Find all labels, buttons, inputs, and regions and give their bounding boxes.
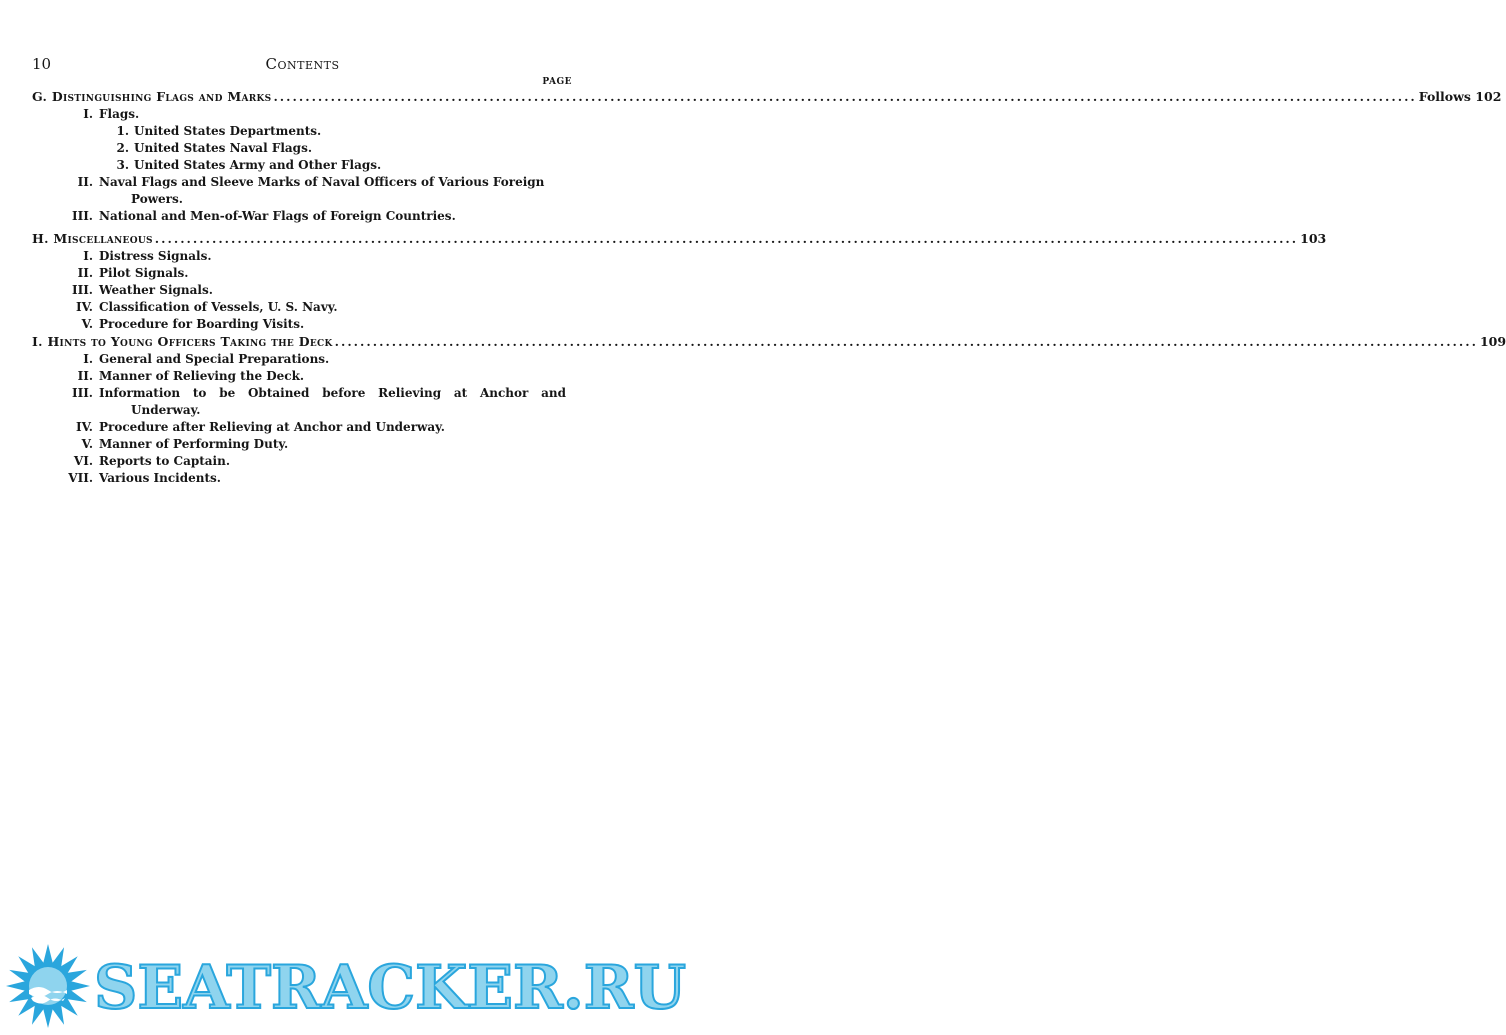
toc-entry: [32, 453, 566, 470]
entry-number: III.: [71, 209, 93, 223]
entry-text: Reports to Captain.: [99, 454, 231, 468]
toc-subentry: [32, 123, 572, 140]
entry-number: II.: [77, 266, 93, 280]
entry-number: II.: [77, 369, 93, 383]
dot-leader: [273, 89, 1416, 104]
entry-number: III.: [71, 386, 93, 400]
entry-text: Procedure after Relieving at Anchor and Underway.: [99, 420, 445, 434]
toc-section-h: [32, 231, 1327, 333]
entry-text: Weather Signals.: [99, 283, 213, 297]
entry-text: Various Incidents.: [99, 471, 221, 485]
entry-number: V.: [81, 437, 93, 451]
section-page: 109: [1479, 334, 1506, 349]
entry-text: Manner of Relieving the Deck.: [99, 369, 305, 383]
dot-leader: [155, 231, 1298, 246]
entry-text: Naval Flags and Sleeve Marks of Naval Officers of Various Foreign Powers.: [99, 175, 545, 206]
subentry-text: United States Naval Flags.: [134, 141, 312, 155]
entry-text: Information to be Obtained before Relieving at Anchor and Underway.: [99, 386, 566, 417]
toc-entry: [32, 351, 566, 368]
watermark-text: SEATRACKER.RU: [94, 953, 686, 1023]
section-title: H. Miscellaneous: [32, 231, 153, 246]
entry-number: IV.: [75, 420, 93, 434]
toc-entry: [32, 470, 566, 487]
entry-number: I.: [83, 107, 93, 121]
entry-number: I.: [83, 352, 93, 366]
toc-entry: [32, 282, 570, 299]
entry-number: V.: [81, 317, 93, 331]
running-head-title: Contents: [265, 55, 340, 73]
entry-number: II.: [77, 175, 93, 189]
section-page: 103: [1300, 231, 1327, 246]
entry-number: I.: [83, 249, 93, 263]
section-title: G. Distinguishing Flags and Marks: [32, 89, 272, 104]
dot-leader: [335, 334, 1478, 349]
toc-subentry: [32, 140, 572, 157]
toc-entry: [32, 265, 570, 282]
toc-entry: [32, 174, 572, 208]
toc-subentry: [32, 157, 572, 174]
toc-entry: [32, 368, 566, 385]
page-column-label: PAGE: [542, 77, 572, 87]
entry-text: Pilot Signals.: [99, 266, 189, 280]
toc-section-heading: [32, 89, 1502, 106]
entry-number: III.: [71, 283, 93, 297]
toc-entry: [32, 316, 570, 333]
watermark: [0, 938, 686, 1035]
entry-text: Classification of Vessels, U. S. Navy.: [99, 300, 338, 314]
entry-text: National and Men-of-War Flags of Foreign Countries.: [99, 209, 456, 223]
entry-text: General and Special Preparations.: [99, 352, 330, 366]
subentry-number: 2.: [116, 141, 129, 155]
toc-entry: [32, 299, 570, 316]
entry-text: Distress Signals.: [99, 249, 212, 263]
entry-number: VII.: [68, 471, 93, 485]
subentry-text: United States Departments.: [134, 124, 322, 138]
subentry-number: 1.: [116, 124, 129, 138]
subentry-number: 3.: [116, 158, 129, 172]
section-title: I. Hints to Young Officers Taking the Deck: [32, 334, 333, 349]
toc-entry: [32, 248, 570, 265]
entry-text: Procedure for Boarding Visits.: [99, 317, 305, 331]
page-number: 10: [32, 55, 52, 73]
section-page: Follows 102: [1418, 89, 1502, 104]
sunburst-logo-icon: [4, 942, 92, 1030]
entry-number: IV.: [75, 300, 93, 314]
toc-section-i: [32, 334, 1506, 487]
entry-number: VI.: [73, 454, 93, 468]
toc-entry: [32, 385, 566, 419]
toc-section-heading: [32, 334, 1506, 351]
entry-text: Flags.: [99, 107, 140, 121]
toc-entry: [32, 106, 572, 123]
entry-text: Manner of Performing Duty.: [99, 437, 289, 451]
toc-entry: [32, 208, 572, 225]
toc-entry: [32, 436, 566, 453]
subentry-text: United States Army and Other Flags.: [134, 158, 382, 172]
toc-section-heading: [32, 231, 1327, 248]
toc-section-g: [32, 89, 1502, 225]
toc-entry: [32, 419, 566, 436]
